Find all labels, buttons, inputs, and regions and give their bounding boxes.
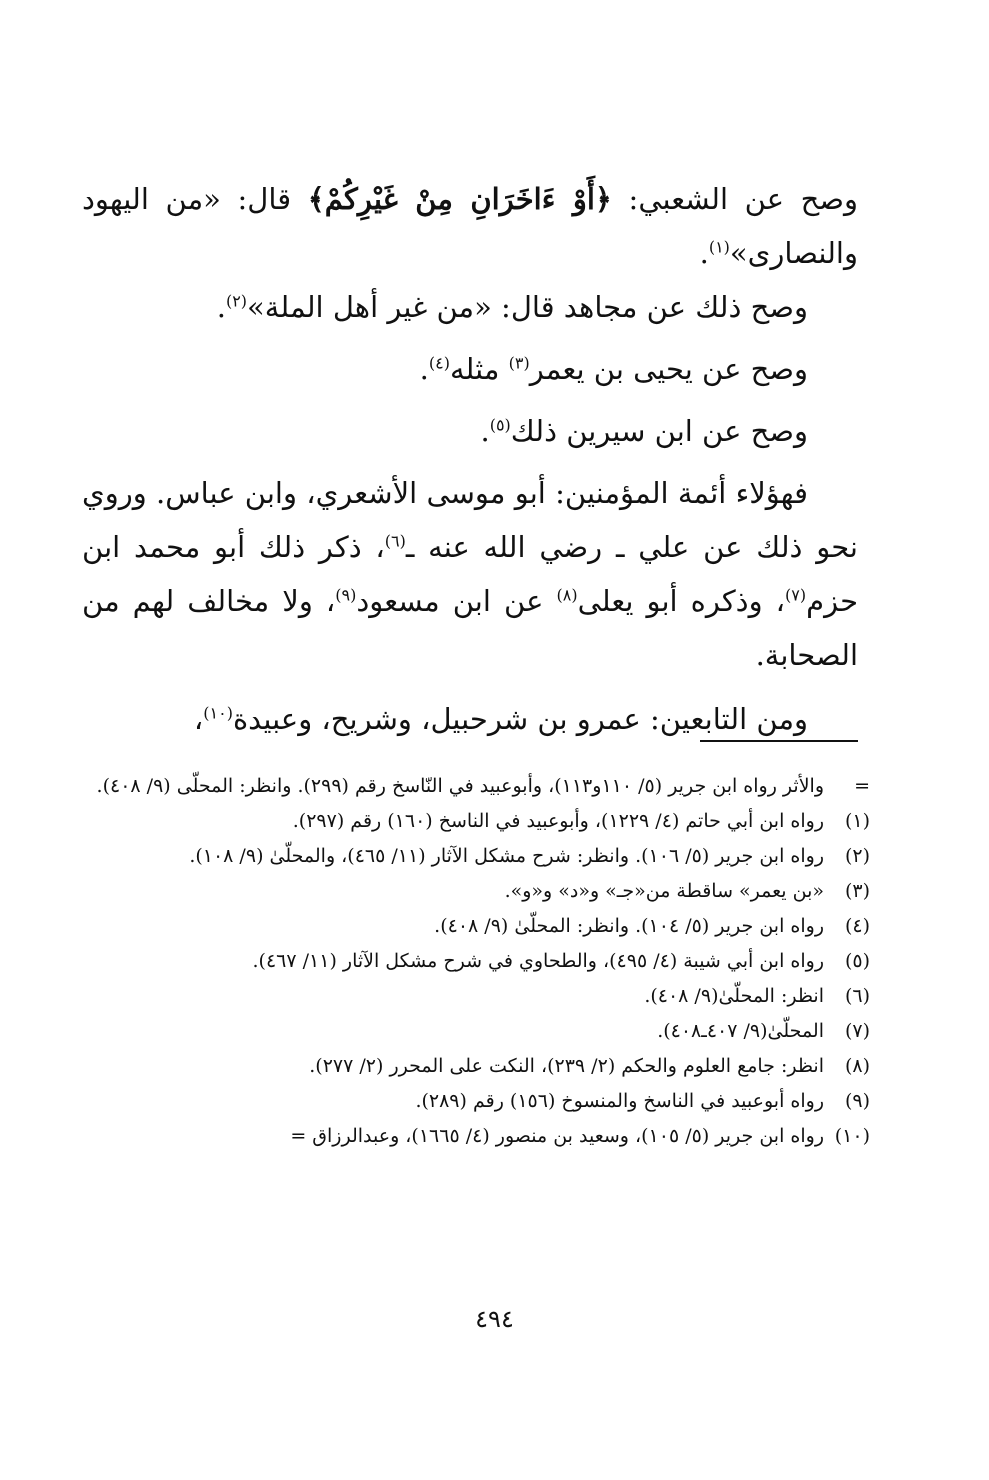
text-segment: قال: «من اليهود والنصارى» (82, 182, 858, 270)
text-segment: . (216, 290, 226, 324)
text-segment: ، (193, 702, 204, 736)
paragraph-mujahid (82, 280, 858, 334)
text-segment: وصح عن الشعبي: (611, 182, 859, 216)
footnote-text: انظر: جامع العلوم والحكم (٢/ ٢٣٩)، النكت على المحرر (٢/ ٢٧٧). (309, 1055, 824, 1077)
footnote-continuation (70, 770, 870, 802)
footnote-number: (٤) (844, 915, 870, 937)
footnote-number: (٧) (844, 1020, 870, 1042)
footnote-text: رواه أبوعبيد في الناسخ والمنسوخ (١٥٦) رقم (٢٨٩). (415, 1090, 824, 1112)
footnote-text: رواه ابن جرير (٥/ ١٠٤). وانظر: المحلّىٰ (٩/ ٤٠٨). (434, 915, 824, 937)
footnote-reference: (٢) (225, 291, 248, 311)
text-segment: ، ذكر ذلك أبو محمد ابن حزم (82, 530, 858, 618)
text-segment: عن ابن مسعود (356, 584, 557, 618)
footnote-9 (70, 1085, 870, 1117)
footnote-5 (70, 945, 870, 977)
footnote-6 (70, 980, 870, 1012)
footnote-reference: (٩) (335, 585, 357, 605)
text-segment: ، ولا مخالف لهم من الصحابة. (82, 584, 858, 672)
footnote-number: (٥) (844, 950, 870, 972)
text-segment: ، وذكره أبو يعلى (577, 584, 786, 618)
text-segment: ومن التابعين: عمرو بن شرحبيل، وشريح، وعبيدة (232, 702, 808, 736)
footnote-number: = (854, 775, 870, 797)
footnote-separator (700, 740, 858, 742)
footnote-1 (70, 805, 870, 837)
footnote-reference: (٤) (428, 353, 450, 373)
footnote-text: المحلّىٰ(٩/ ٤٠٧ـ٤٠٨). (657, 1020, 824, 1042)
footnote-text: رواه ابن جرير (٥/ ١٠٥)، وسعيد بن منصور (٤/ ١٦٦٥)، وعبدالرزاق = (290, 1125, 824, 1147)
footnote-number: (١) (844, 810, 870, 832)
footnote-reference: (١) (708, 237, 730, 257)
footnote-4 (70, 910, 870, 942)
footnote-reference: (٨) (556, 585, 578, 605)
paragraph-ibn-sirin (82, 404, 858, 458)
paragraph-yahya (82, 342, 858, 396)
page-number: ٤٩٤ (475, 1305, 514, 1333)
footnote-8 (70, 1050, 870, 1082)
paragraph-tabiin (82, 692, 858, 746)
text-segment: وصح عن ابن سيرين ذلك (510, 414, 808, 448)
footnote-number: (٦) (844, 985, 870, 1007)
text-segment: وصح عن يحيى بن يعمر (529, 352, 808, 386)
paragraph-shabi (82, 172, 858, 280)
footnote-reference: (٣) (508, 353, 530, 373)
footnote-number: (٢) (844, 845, 870, 867)
footnote-text: رواه ابن جرير (٥/ ١٠٦). وانظر: شرح مشكل الآثار (١١/ ٤٦٥)، والمحلّىٰ (٩/ ١٠٨). (189, 845, 824, 867)
text-segment: . (419, 352, 429, 386)
footnote-text: والأثر رواه ابن جرير (٥/ ١١٠و١١٣)، وأبوعبيد في النّاسخ رقم (٢٩٩). وانظر: المحلّى (٩/ ٤٠٨). (96, 775, 824, 797)
footnote-text: رواه ابن أبي شيبة (٤/ ٤٩٥)، والطحاوي في شرح مشكل الآثار (١١/ ٤٦٧). (252, 950, 824, 972)
footnote-10 (70, 1120, 870, 1152)
footnotes (70, 770, 870, 1155)
text-segment: . (480, 414, 490, 448)
text-segment: . (699, 236, 709, 270)
footnote-reference: (٧) (785, 585, 807, 605)
footnote-reference: (٥) (489, 415, 511, 435)
text-segment: مثله (449, 352, 509, 386)
main-text (82, 172, 858, 746)
footnote-reference: (٦) (384, 531, 406, 551)
footnote-text: انظر: المحلّىٰ(٩/ ٤٠٨). (644, 985, 824, 1007)
text-segment: فهؤلاء أئمة المؤمنين: أبو موسى الأشعري، وابن عباس. وروي نحو ذلك عن علي ـ رضي الله عنه ـ (82, 476, 858, 564)
text-segment: وصح ذلك عن مجاهد قال: «من غير أهل الملة» (247, 290, 808, 324)
footnote-number: (١٠) (834, 1125, 870, 1147)
footnote-2 (70, 840, 870, 872)
footnote-number: (٩) (844, 1090, 870, 1112)
footnote-number: (٣) (844, 880, 870, 902)
quran-quote: ﴿أَوْ ءَاخَرَانِ مِنْ غَيْرِكُمْ﴾ (307, 182, 612, 216)
footnote-number: (٨) (844, 1055, 870, 1077)
footnote-text: «بن يعمر» ساقطة من«جـ» و«د» و«و». (504, 880, 824, 902)
footnote-3 (70, 875, 870, 907)
paragraph-companions (82, 466, 858, 682)
footnote-7 (70, 1015, 870, 1047)
footnote-reference: (١٠) (203, 703, 233, 723)
footnote-text: رواه ابن أبي حاتم (٤/ ١٢٢٩)، وأبوعبيد في الناسخ (١٦٠) رقم (٢٩٧). (292, 810, 824, 832)
